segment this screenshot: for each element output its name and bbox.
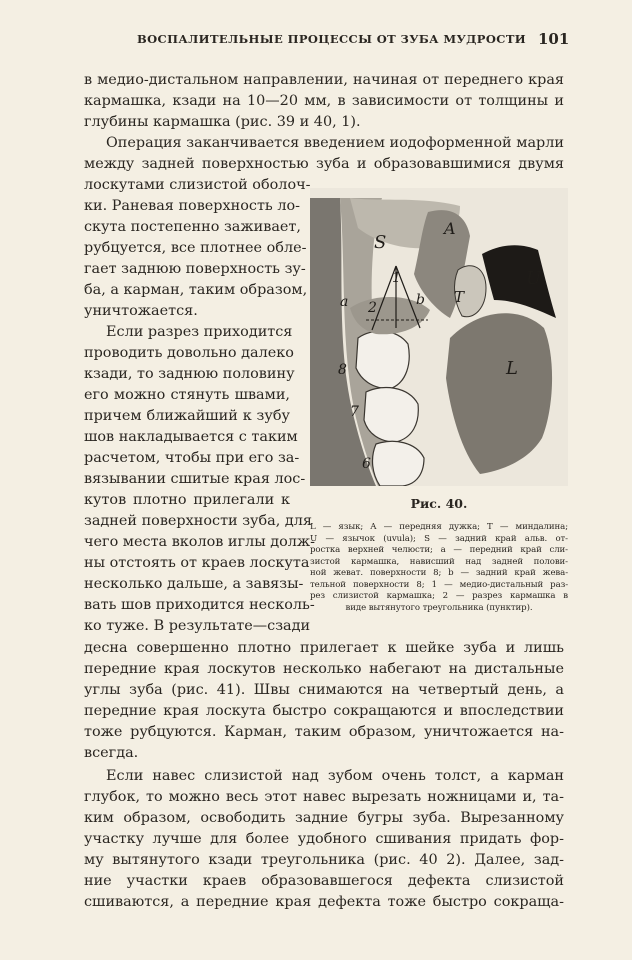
text-line: в медио-дистальном направлении, начиная от переднего края bbox=[84, 72, 564, 88]
page-number: 101 bbox=[538, 30, 570, 48]
text-line: скута постепенно заживает, bbox=[84, 219, 301, 235]
text-line: гает заднюю поверхность зу- bbox=[84, 261, 306, 277]
text-line: уничтожается. bbox=[84, 303, 198, 319]
text-line: десна совершенно плотно прилегает к шейке зуба и лишь bbox=[84, 640, 564, 656]
figure-label-a-lower: a bbox=[340, 294, 349, 310]
text-line: проводить довольно далеко bbox=[84, 345, 294, 361]
legend-line: рез слизистой кармашка; 2 — разрез кармашка в bbox=[310, 591, 568, 601]
text-line: передние края лоскутов несколько набегают на дистальные bbox=[84, 661, 564, 677]
text-line: кутов плотно прилегали к bbox=[84, 492, 290, 508]
text-line: вать шов приходится несколь- bbox=[84, 597, 315, 613]
text-line: ние участки краев образовавшегося дефекта слизистой bbox=[84, 873, 564, 889]
text-line: ко туже. В результате—сзади bbox=[84, 618, 311, 634]
legend-line: виде вытянутого треугольника (пунктир). bbox=[345, 602, 533, 613]
text-line: кармашка, кзади на 10—20 мм, в зависимости от толщины и bbox=[84, 93, 564, 109]
text-line: чего места вколов иглы долж- bbox=[84, 534, 316, 550]
oral-cavity-drawing bbox=[310, 188, 568, 486]
text-line: его можно стянуть швами, bbox=[84, 387, 290, 403]
figure-label-u: U bbox=[526, 268, 542, 289]
text-line: задней поверхности зуба, для bbox=[84, 513, 312, 529]
legend-line: U — язычок (uvula); S — задний край альв. от- bbox=[310, 533, 568, 544]
text-line: шов накладывается с таким bbox=[84, 429, 298, 445]
text-line: тоже рубцуются. Карман, таким образом, уничтожается на- bbox=[84, 724, 564, 740]
figure-caption: Рис. 40. bbox=[410, 496, 468, 511]
text-line: Операция заканчивается введением иодоформенной марли bbox=[106, 135, 564, 151]
text-line: сшиваются, а передние края дефекта тоже быстро сокраща- bbox=[84, 894, 564, 910]
legend-line: тельной поверхности 8; 1 — медио-дистальный раз- bbox=[310, 579, 568, 590]
figure-label-s: S bbox=[374, 232, 387, 253]
figure-label-t: T bbox=[454, 288, 465, 306]
legend-line: зистой кармашка, нависший над задней полови- bbox=[310, 556, 568, 567]
text-line: несколько дальше, а завязы- bbox=[84, 576, 304, 592]
legend-line: ной жеват. поверхности 8; b — задний край жева- bbox=[310, 568, 568, 578]
text-line: Если разрез приходится bbox=[106, 324, 293, 340]
text-line: причем ближайший к зубу bbox=[84, 408, 290, 424]
figure-label-b: b bbox=[416, 292, 425, 308]
running-title: ВОСПАЛИТЕЛЬНЫЕ ПРОЦЕССЫ ОТ ЗУБА МУДРОСТИ bbox=[137, 32, 527, 46]
text-line: рубцуется, все плотнее обле- bbox=[84, 240, 307, 256]
text-line: ба, а карман, таким образом, bbox=[84, 282, 308, 298]
text-line: между задней поверхностью зуба и образовавшимися двумя bbox=[84, 156, 564, 172]
text-line: лоскутами слизистой оболоч- bbox=[84, 177, 311, 193]
figure-label-l: L bbox=[506, 358, 518, 379]
legend-line: ростка верхней челюсти; a — передний край сли- bbox=[310, 545, 568, 555]
figure-label-8: 8 bbox=[338, 362, 347, 378]
running-head bbox=[0, 30, 632, 52]
figure-label-2: 2 bbox=[368, 300, 377, 316]
figure-label-1: 1 bbox=[392, 270, 401, 286]
text-line: му вытянутого кзади треугольника (рис. 40 2). Далее, зад- bbox=[84, 852, 564, 868]
text-line: вязывании сшитые края лос- bbox=[84, 471, 306, 487]
figure-label-7: 7 bbox=[350, 404, 359, 420]
text-line: расчетом, чтобы при его за- bbox=[84, 450, 300, 466]
figure-40-illustration bbox=[310, 188, 568, 486]
text-line: кзади, то заднюю половину bbox=[84, 366, 295, 382]
figure-legend bbox=[310, 522, 568, 614]
text-line: Если навес слизистой над зубом очень толст, а карман bbox=[106, 768, 564, 784]
text-line: ны отстоять от краев лоскута bbox=[84, 555, 310, 571]
text-line: всегда. bbox=[84, 745, 139, 761]
text-line: глубины кармашка (рис. 39 и 40, 1). bbox=[84, 114, 361, 130]
legend-line: L — язык; A — передняя дужка; T — миндалина; bbox=[310, 522, 568, 532]
text-line: глубок, то можно весь этот навес вырезать ножницами и, та- bbox=[84, 789, 564, 805]
figure-label-a-upper: A bbox=[444, 219, 456, 238]
text-line: углы зуба (рис. 41). Швы снимаются на четвертый день, а bbox=[84, 682, 564, 698]
text-line: ки. Раневая поверхность ло- bbox=[84, 198, 300, 214]
text-line: передние края лоскута быстро сокращаются и впоследствии bbox=[84, 703, 564, 719]
text-line: ким образом, освободить задние бугры зуба. Вырезанному bbox=[84, 810, 564, 826]
text-line: участку лучше для более удобного сшивания придать фор- bbox=[84, 831, 564, 847]
figure-label-6: 6 bbox=[362, 456, 371, 472]
